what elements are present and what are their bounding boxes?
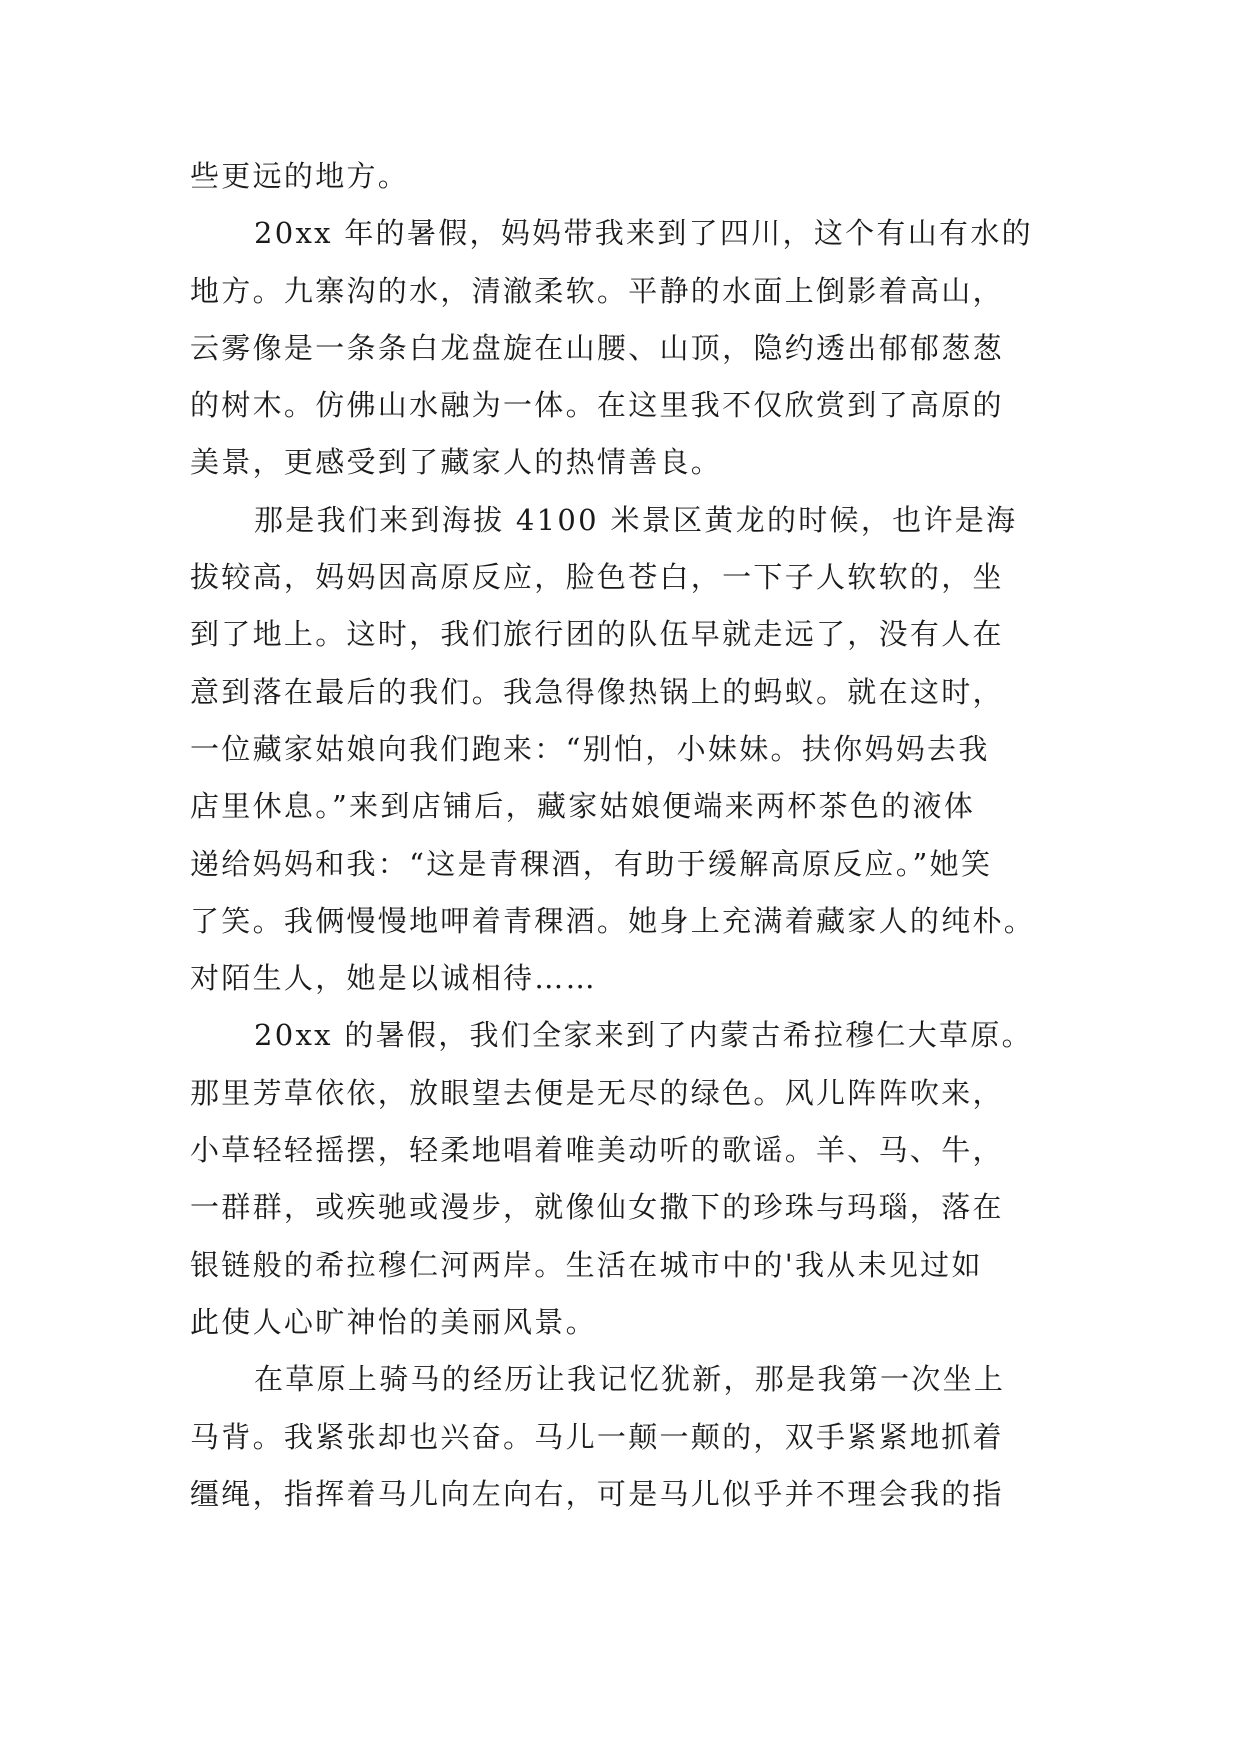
text-line: 对陌生人，她是以诚相待…… (190, 961, 597, 996)
text-line: 小草轻轻摇摆，轻柔地唱着唯美动听的歌谣。羊、马、牛， (190, 1133, 1004, 1168)
text-line: 地方。九寨沟的水，清澈柔软。平静的水面上倒影着高山， (190, 273, 1004, 308)
text-line: 20xx 年的暑假，妈妈带我来到了四川，这个有山有水的 (254, 216, 1033, 251)
text-line: 20xx 的暑假，我们全家来到了内蒙古希拉穆仁大草原。 (254, 1018, 1033, 1053)
text-line: 一位藏家姑娘向我们跑来：“别怕，小妹妹。扶你妈妈去我 (190, 731, 990, 766)
text-line: 银链般的希拉穆仁河两岸。生活在城市中的'我从未见过如 (190, 1247, 983, 1282)
text-line: 拔较高，妈妈因高原反应，脸色苍白，一下子人软软的，坐 (190, 560, 1004, 595)
text-line: 那是我们来到海拔 4100 米景区黄龙的时候，也许是海 (254, 502, 1018, 537)
text-line: 了笑。我俩慢慢地呷着青稞酒。她身上充满着藏家人的纯朴。 (190, 903, 1036, 938)
text-line: 递给妈妈和我：“这是青稞酒，有助于缓解高原反应。”她笑 (190, 846, 993, 881)
text-line: 意到落在最后的我们。我急得像热锅上的蚂蚁。就在这时， (190, 674, 1004, 709)
text-line: 缰绳，指挥着马儿向左向右，可是马儿似乎并不理会我的指 (190, 1476, 1004, 1511)
text-line: 一群群，或疾驰或漫步，就像仙女撒下的珍珠与玛瑙，落在 (190, 1190, 1004, 1225)
text-line: 那里芳草依依，放眼望去便是无尽的绿色。风儿阵阵吹来， (190, 1075, 1004, 1110)
text-line: 些更远的地方。 (190, 159, 410, 193)
text-line: 店里休息。”来到店铺后，藏家姑娘便端来两杯茶色的液体 (190, 789, 976, 824)
text-line: 云雾像是一条条白龙盘旋在山腰、山顶，隐约透出郁郁葱葱 (190, 330, 1004, 365)
text-line: 马背。我紧张却也兴奋。马儿一颠一颠的，双手紧紧地抓着 (190, 1419, 1004, 1454)
document-body (190, 148, 1070, 1523)
text-line: 在草原上骑马的经历让我记忆犹新，那是我第一次坐上 (254, 1362, 1006, 1397)
text-line: 的树木。仿佛山水融为一体。在这里我不仅欣赏到了高原的 (190, 388, 1004, 423)
text-line: 到了地上。这时，我们旅行团的队伍早就走远了，没有人在 (190, 617, 1004, 652)
text-line: 美景，更感受到了藏家人的热情善良。 (190, 445, 723, 480)
text-line: 此使人心旷神怡的美丽风景。 (190, 1304, 597, 1339)
